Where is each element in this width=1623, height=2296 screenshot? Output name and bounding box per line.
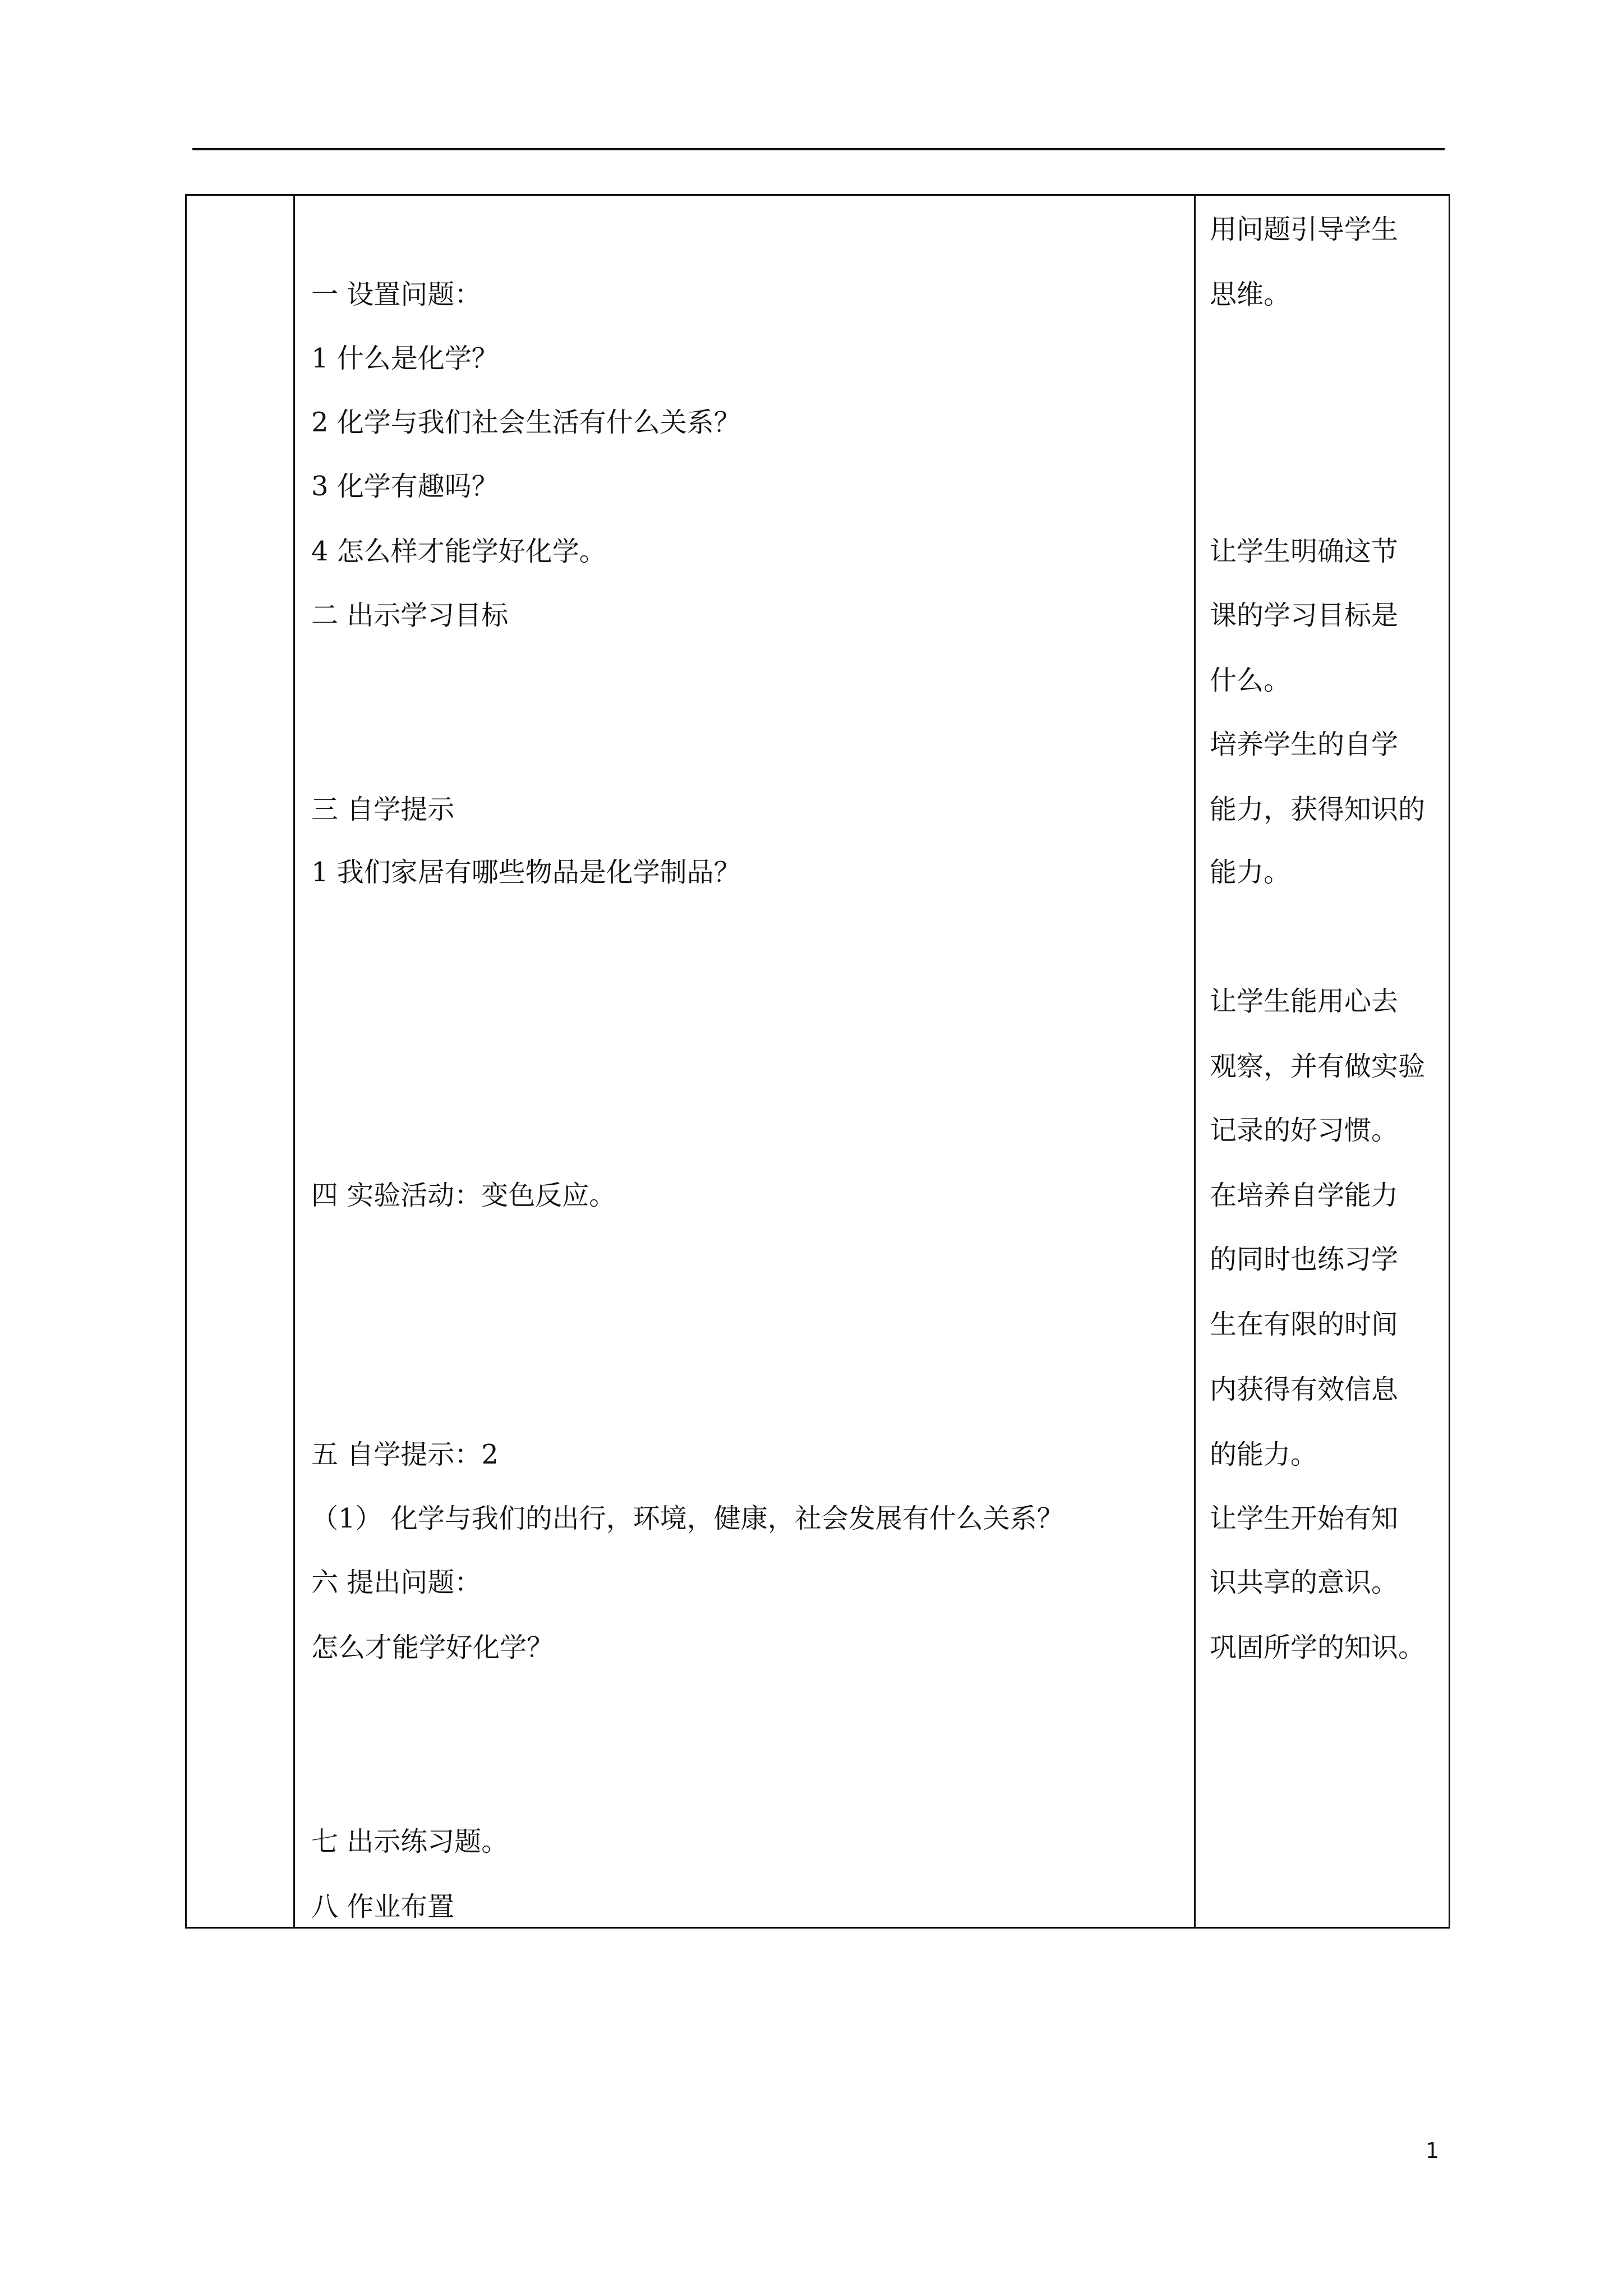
content-line: 六 提出问题： xyxy=(311,1567,482,1598)
note-line: 内获得有效信息 xyxy=(1210,1374,1399,1405)
content-line: 2 化学与我们社会生活有什么关系？ xyxy=(311,407,741,438)
note-line: 思维。 xyxy=(1210,279,1291,310)
content-line: 一 设置问题： xyxy=(311,279,482,310)
header-rule xyxy=(192,148,1445,150)
note-line: 什么。 xyxy=(1210,665,1291,696)
content-line: 五 自学提示：2 xyxy=(311,1439,499,1470)
note-line: 让学生明确这节 xyxy=(1210,536,1399,567)
content-line: 4 怎么样才能学好化学。 xyxy=(311,536,606,567)
content-line: 1 什么是化学？ xyxy=(311,343,499,374)
content-line: （1） 化学与我们的出行，环境，健康，社会发展有什么关系？ xyxy=(311,1503,1064,1534)
column-divider-2 xyxy=(1194,196,1196,1927)
note-line: 让学生开始有知 xyxy=(1210,1503,1399,1534)
note-line: 课的学习目标是 xyxy=(1210,600,1399,631)
page-number: 1 xyxy=(1425,2138,1439,2163)
content-line: 二 出示学习目标 xyxy=(311,600,509,631)
content-line: 三 自学提示 xyxy=(311,794,455,825)
note-line: 生在有限的时间 xyxy=(1210,1309,1399,1340)
lesson-table xyxy=(185,194,1450,1929)
note-line: 巩固所学的知识。 xyxy=(1210,1632,1426,1663)
content-line: 七 出示练习题。 xyxy=(311,1826,509,1857)
note-line: 观察，并有做实验 xyxy=(1210,1051,1426,1082)
content-line: 怎么才能学好化学？ xyxy=(311,1632,554,1663)
note-line: 记录的好习惯。 xyxy=(1210,1115,1399,1146)
column-divider-1 xyxy=(293,196,295,1927)
note-line: 的同时也练习学 xyxy=(1210,1244,1399,1275)
content-line: 八 作业布置 xyxy=(311,1891,455,1922)
note-line: 能力，获得知识的 xyxy=(1210,794,1426,825)
note-line: 培养学生的自学 xyxy=(1210,729,1399,760)
note-line: 让学生能用心去 xyxy=(1210,986,1399,1017)
note-line: 用问题引导学生 xyxy=(1210,214,1399,245)
content-line: 1 我们家居有哪些物品是化学制品？ xyxy=(311,857,741,888)
note-line: 能力。 xyxy=(1210,857,1291,888)
content-line: 3 化学有趣吗？ xyxy=(311,471,499,502)
note-line: 的能力。 xyxy=(1210,1439,1318,1470)
note-line: 在培养自学能力 xyxy=(1210,1180,1399,1211)
note-line: 识共享的意识。 xyxy=(1210,1567,1399,1598)
content-line: 四 实验活动：变色反应。 xyxy=(311,1180,616,1211)
